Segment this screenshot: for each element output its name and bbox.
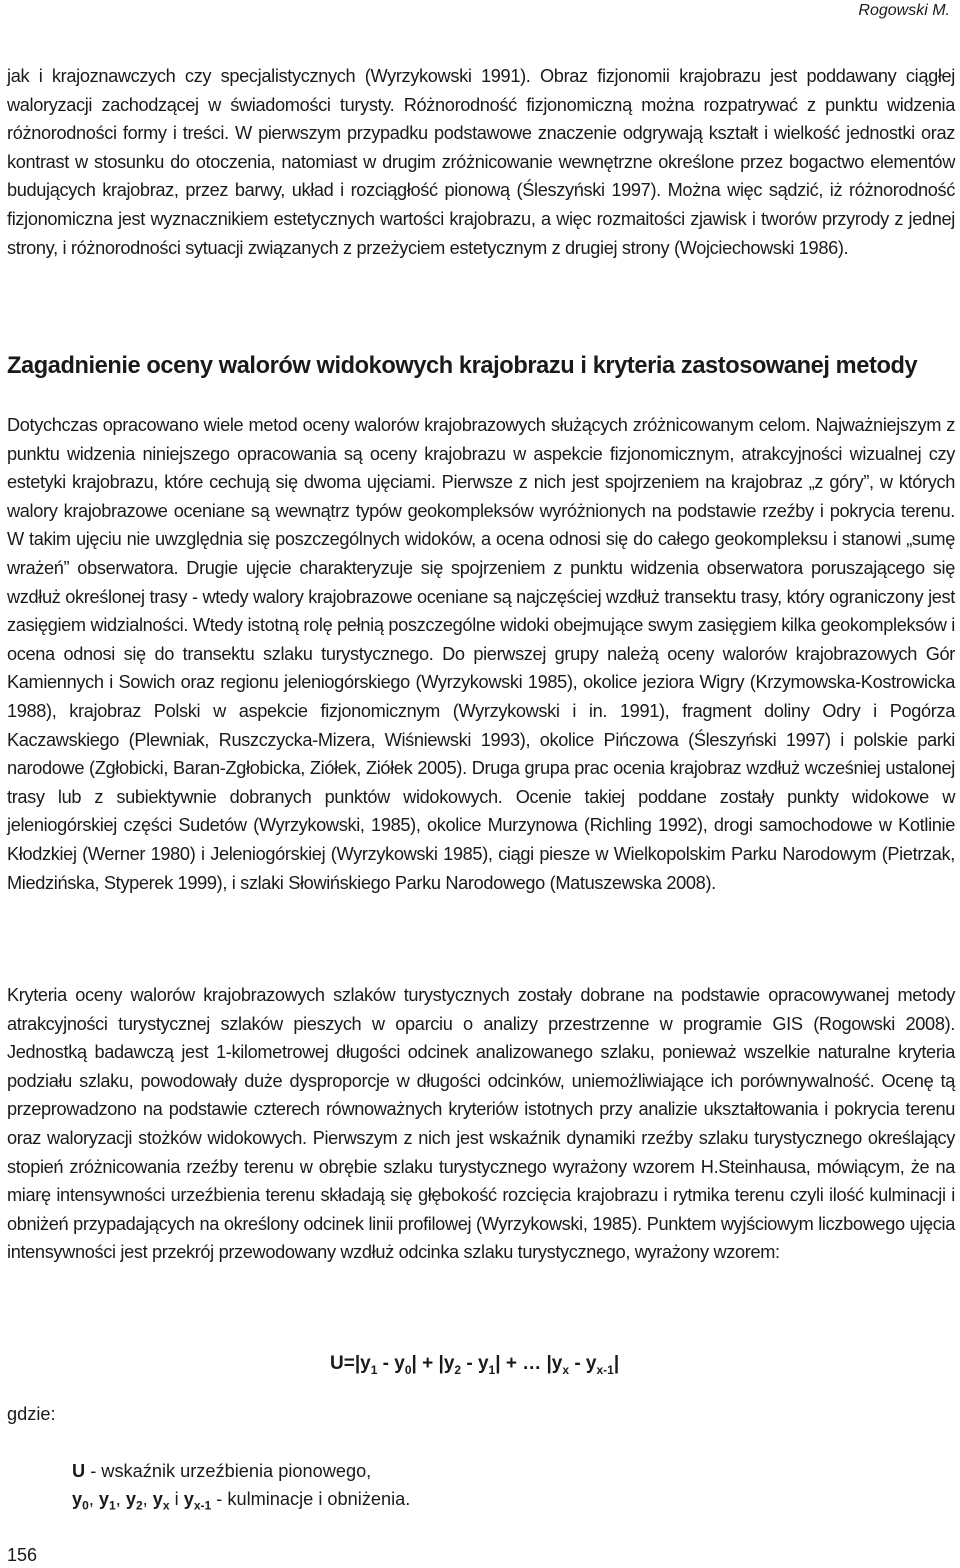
legend-u: U - wskaźnik urzeźbienia pionowego, bbox=[72, 1461, 372, 1481]
page-number: 156 bbox=[7, 1545, 38, 1565]
section-heading: Zagadnienie oceny walorów widokowych krajobrazu i kryteria zastosowanej metody bbox=[7, 353, 918, 379]
formula-steinhaus: $U=|y_1 - y_0| + |y_2 - y_1|$ + … $|y_x - y_{x-1}|$ bbox=[330, 1353, 620, 1377]
paragraph-intro: jak i krajoznawczych czy specjalistycznych (Wyrzykowski 1991). Obraz fizjonomii krajobrazu jest poddawany ciągłej waloryzacji zachodzącej w świadomości turysty. Różnorodność fizjonomiczną można rozpatrywać z punktu widzenia różnorodności formy i treści. W pierwszym przypadku podstawowe znaczenie odgrywają kształt i wielkość jednostki oraz kontrast w stosunku do otoczenia, natomiast w drugim zróżnicowanie wewnętrzne określone przez bogactwo elementów budujących krajobraz, przez barwy, układ i rozciągłość pionową (Śleszyński 1997). Można więc sądzić, iż różnorodność fizjonomiczna jest wyznacznikiem estetycznych wartości krajobrazu, a więc rozmaitości zjawisk i tworów przyrody z jednej strony, i różnorodności sytuacji związanych z przeżyciem estetycznym z drugiej strony (Wojciechowski 1986). bbox=[7, 66, 955, 258]
formula-where-label: gdzie: bbox=[7, 1404, 56, 1424]
legend-y: $y_0$, $y_1$, $y_2$, $y_x$ i $y_{x-1}$ - kulminacje i obniżenia. bbox=[72, 1489, 411, 1513]
paragraph-methods-review: Dotychczas opracowano wiele metod oceny walorów krajobrazowych służących zróżnicowanym celom. Najważniejszym z punktu widzenia niniejszego opracowania są oceny krajobrazu w aspekcie fizjonomicznym, atrakcyjności wizualnej czy estetyki krajobrazu, które cechują się dwoma ujęciami. Pierwsze z nich jest spojrzeniem na krajobraz „z góry”, w których walory krajobrazowe oceniane są wewnątrz typów geokompleksów wyróżnionych na podstawie rzeźby i pokrycia terenu. W takim ujęciu nie uwzględnia się poszczególnych widoków, a ocena odnosi się do całego geokompleksu i stanowi „sumę wrażeń” obserwatora. Drugie ujęcie charakteryzuje się spojrzeniem z punktu widzenia obserwatora poruszającego się wzdłuż określonej trasy - wtedy walory krajobrazowe oceniane są najczęściej wzdłuż transektu trasy, który ograniczony jest zasięgiem widzialności. Wtedy istotną rolę pełnią poszczególne widoki obejmujące swym zasięgiem kilka geokompleksów i ocena odnosi się do transektu szlaku turystycznego. Do pierwszej grupy należą oceny walorów krajobrazowych Gór Kamiennych i Sowich oraz regionu jeleniogórskiego (Wyrzykowski 1985), okolice jeziora Wigry (Krzymowska-Kostrowicka 1988), krajobraz Polski w aspekcie fizjonomicznym (Wyrzykowski i in. 1991), fragment doliny Odry i Pogórza Kaczawskiego (Plewniak, Ruszczycka-Mizera, Wiśniewski 1993), okolice Pińczowa (Śleszyński 1997) i polskie parki narodowe (Zgłobicki, Baran-Zgłobicka, Ziółek, Ziółek 2005). Druga grupa prac ocenia krajobraz wzdłuż wcześniej ustalonej trasy lub z subiektywnie dobranych punktów widokowych. Ocenie takiej poddane zostały punkty widokowe w jeleniogórskiej części Sudetów (Wyrzykowski, 1985), okolice Murzynowa (Richling 1992), drogi samochodowe w Kotlinie Kłodzkiej (Werner 1980) i Jeleniogórskiej (Wyrzykowski 1985), ciągi piesze w Wielkopolskim Parku Narodowym (Pietrzak, Miedzińska, Styperek 1999), i szlaki Słowińskiego Parku Narodowego (Matuszewska 2008). bbox=[7, 415, 955, 893]
paragraph-criteria: Kryteria oceny walorów krajobrazowych szlaków turystycznych zostały dobrane na podstawie opracowywanej metody atrakcyjności turystycznej szlaków pieszych w oparciu o analizy przestrzenne w programie GIS (Rogowski 2008). Jednostką badawczą jest 1-kilometrowej długości odcinek analizowanego szlaku, ponieważ wszelkie naturalne kryteria podziału szlaku, powodowały duże dysproporcje w długości odcinków, uniemożliwiające ich porównywalność. Ocenę tą przeprowadzono na podstawie czterech równoważnych kryteriów istotnych przy analizie ukształtowania i pokrycia terenu oraz waloryzacji stożków widokowych. Pierwszym z nich jest wskaźnik dynamiki rzeźby szlaku turystycznego określający stopień zróżnicowania rzeźby terenu w obrębie szlaku turystycznego wyrażony wzorem H.Steinhausa, mówiącym, że na miarę intensywności urzeźbienia terenu składają się głębokość rozcięcia krajobrazu i rytmika terenu czyli ilość kulminacji i obniżeń przypadających na określony odcinek linii profilowej (Wyrzykowski, 1985). Punktem wyjściowym liczbowego ujęcia intensywności jest przekrój przewodowany wzdłuż odcinka szlaku turystycznego, wyrażony wzorem: bbox=[7, 985, 955, 1263]
running-header-author: Rogowski M. bbox=[858, 2, 950, 19]
